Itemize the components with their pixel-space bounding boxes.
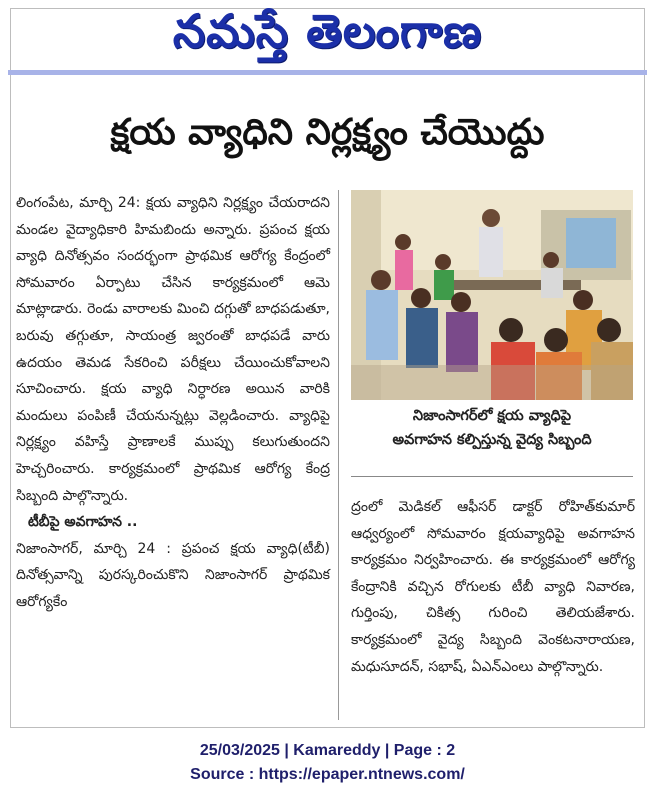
article-headline: క్షయ వ్యాధిని నిర్లక్ష్యం చేయొద్దు [110, 112, 545, 153]
story1-body: లింగంపేట, మార్చి 24: క్షయ వ్యాధిని నిర్లక్ష్యం చేయరాదని మండల వైద్యాధికారి హిమబిందు అన్నారు. ప్రపంచ క్షయ వ్యాధి దినోత్సవం సందర్భంగా ప్రాథమిక ఆరోగ్య కేంద్రంలో సోమవారం ఏర్పాటు చేసిన కార్యక్రమంలో ఆమె మాట్లాడారు. రెండు వారాలకు మించి దగ్గుతో బాధపడుతూ, బరువు తగ్గుతూ, సాయంత్ర జ్వరంతో బాధపడే వారు ఉదయం తెమడ సేకరించి పరీక్షలు చేయించుకోవాలని సూచించారు. క్షయ వ్యాధి నిర్ధారణ అయిన వారికి మందులు పంపిణీ చేయనున్నట్లు వెల్లడించారు. వ్యాధిపై నిర్లక్ష్యం వహిస్తే ప్రాణాలకే ముప్పు కలుగుతుందని హెచ్చరించారు. కార్యక్రమంలో ప్రాథమిక ఆరోగ్య కేంద్ర సిబ్బంది పాల్గొన్నారు. [16, 195, 330, 504]
caption-divider [351, 476, 633, 477]
footer-date-line: 25/03/2025 | Kamareddy | Page : 2 [199, 742, 456, 759]
article-column-right [351, 494, 635, 680]
article-photo [351, 190, 633, 400]
newspaper-masthead: నమస్తే తెలంగాణ [172, 4, 483, 58]
photo-caption [355, 404, 629, 466]
story2-subhead: టీబీపై అవగాహన .. [28, 514, 138, 531]
column-divider [338, 190, 339, 720]
caption-line-2: అవగాహన కల్పిస్తున్న వైద్య సిబ్బంది [392, 432, 592, 448]
story2-body-right: ద్రంలో మెడికల్ ఆఫీసర్ డాక్టర్ రోహిత్‌కుమార్ ఆధ్వర్యంలో సోమవారం క్షయవ్యాధిపై అవగాహన కార్యక్రమం నిర్వహించారు. ఈ కార్యక్రమంలో ఆరోగ్య కేంద్రానికి వచ్చిన రోగులకు టీబీ వ్యాధి నివారణ, గుర్తింపు, చికిత్స గురించి తెలియజేశారు. కార్యక్రమంలో వైద్య సిబ్బంది వెంకటనారాయణ, మధుసూదన్, సభాష్, ఏఎన్ఎంలు పాల్గొన్నారు. [351, 499, 635, 675]
footer-source-line: Source : https://epaper.ntnews.com/ [190, 766, 465, 783]
masthead-underline [8, 70, 647, 75]
article-column-left [16, 190, 330, 616]
photo-illustration [351, 190, 633, 400]
story2-body-left: నిజాంసాగర్, మార్చి 24 : ప్రపంచ క్షయ వ్యాధి(టీబీ) దినోత్సవాన్ని పురస్కరించుకొని నిజాంసాగర్ ప్రాథమిక ఆరోగ్యకేం [16, 540, 330, 610]
caption-line-1: నిజాంసాగర్‌లో క్షయ వ్యాధిపై [412, 408, 572, 424]
